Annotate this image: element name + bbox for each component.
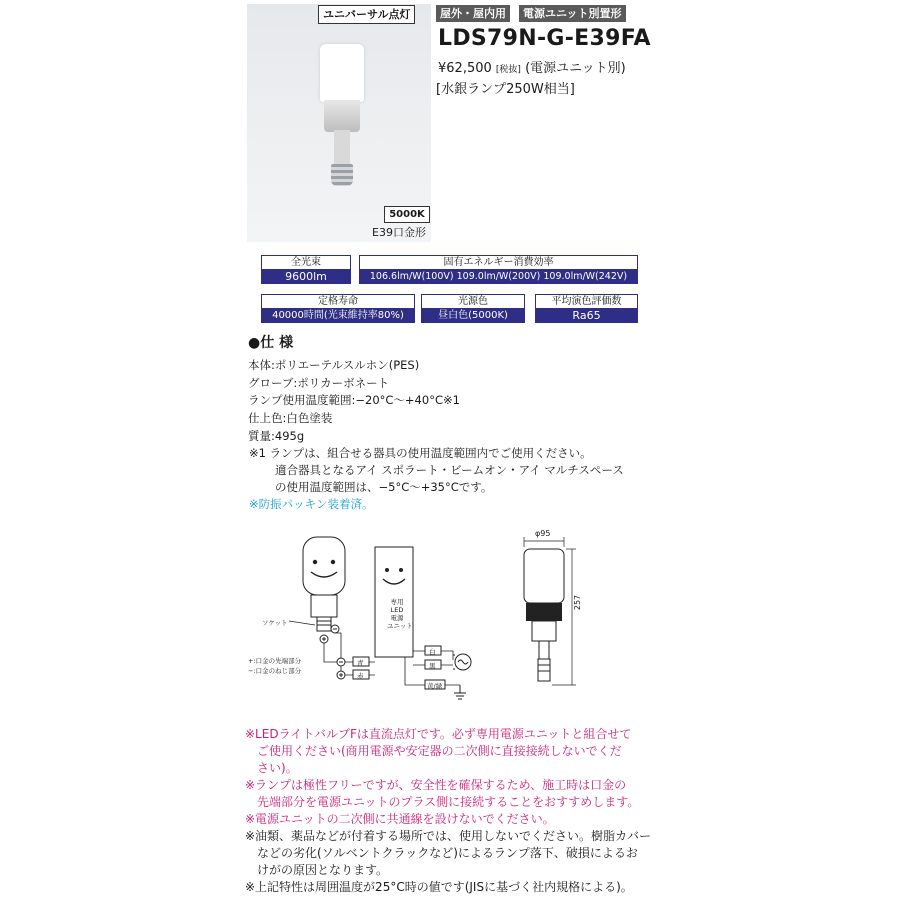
spec-cell-flux bbox=[261, 255, 351, 284]
life-value: 40000時間(光束維持率80%) bbox=[261, 308, 415, 323]
spec-note-line: の使用温度範囲は、−5°C〜+35°Cです。 bbox=[275, 480, 493, 494]
legend-plus: +:口金の先端部分 bbox=[248, 657, 302, 665]
price-note: (電源ユニット別) bbox=[525, 61, 626, 76]
spec-note-blue: ※防振パッキン装着済。 bbox=[249, 497, 374, 511]
efficiency-value: 106.6lm/W(100V) 109.0lm/W(200V) 109.0lm/W(242V) bbox=[359, 269, 638, 284]
footnote-oil-line: けがの原因となります。 bbox=[257, 863, 389, 877]
color-value: 昼白色(5000K) bbox=[421, 308, 525, 323]
tag-outdoor-indoor: 屋外・屋内用 bbox=[436, 5, 510, 22]
footnote-polarity-line: 先端部分を電源ユニットのプラス側に接続することをおすすめします。 bbox=[257, 795, 640, 809]
equivalent-lamp: [水銀ランプ250W相当] bbox=[436, 82, 575, 97]
lamp-globe-image bbox=[320, 44, 364, 102]
footnote-common-line: ※電源ユニットの二次側に共通線を設けないでください。 bbox=[245, 812, 555, 826]
spec-line: 本体:ポリエーテルスルホン(PES) bbox=[248, 358, 420, 372]
price bbox=[438, 57, 626, 76]
flux-value: 9600lm bbox=[261, 269, 351, 284]
unit-label-line: 専用 bbox=[390, 598, 404, 606]
efficiency-label: 固有エネルギー消費効率 bbox=[359, 255, 638, 269]
price-value: ¥62,500 bbox=[438, 61, 492, 76]
wire-blue-label: 青 bbox=[357, 659, 364, 667]
lamp-stem-image bbox=[334, 130, 350, 166]
color-label: 光源色 bbox=[421, 294, 525, 308]
footnote-dc-line: さい)。 bbox=[257, 761, 298, 775]
footnote-dc-line: ご使用ください(商用電源や安定器の二次側に直接接続しないでくだ bbox=[257, 744, 622, 758]
color-temp-badge: 5000K bbox=[384, 206, 430, 223]
footnote-oil-line: ※油類、薬品などが付着する場所では、使用しないでください。樹脂カバー bbox=[245, 829, 652, 843]
spec-cell-cri bbox=[535, 294, 638, 323]
tag-universal: ユニバーサル点灯 bbox=[318, 5, 415, 24]
spec-line: 質量:495g bbox=[248, 429, 305, 443]
spec-line: ランプ使用温度範囲:−20°C〜+40°C※1 bbox=[248, 393, 460, 407]
price-tax: [税抜] bbox=[495, 65, 521, 75]
spec-cell-efficiency bbox=[359, 255, 638, 284]
footnote-polarity-line: ※ランプは極性フリーですが、安全性を確保するため、施工時は口金の bbox=[245, 778, 627, 792]
footnote-oil-line: などの劣化(ソルベントクラックなど)によるランプ落下、破損によるお bbox=[257, 846, 638, 860]
wire-black-label: 黒 bbox=[429, 662, 436, 670]
wire-ground-label: 黄/緑 bbox=[427, 682, 443, 690]
spec-note-line: 適合器具となるアイ スポラート・ビームオン・アイ マルチスペース bbox=[275, 463, 624, 477]
unit-label-line: ユニット bbox=[387, 622, 413, 630]
unit-label-line: 電源 bbox=[390, 614, 404, 622]
spec-line: グローブ:ポリカーボネート bbox=[248, 376, 390, 390]
spec-cell-life bbox=[261, 294, 415, 323]
unit-label-line: LED bbox=[390, 606, 404, 614]
legend-minus: −:口金のねじ部分 bbox=[248, 667, 302, 675]
base-type-label: E39口金形 bbox=[372, 226, 426, 239]
height-label: 257 bbox=[573, 594, 583, 611]
socket-label: ソケット bbox=[262, 619, 288, 627]
diameter-label: φ95 bbox=[535, 529, 551, 538]
wiring-diagram bbox=[245, 525, 495, 705]
footnote-dc-line: ※LEDライトバルブFは直流点灯です。必ず専用電源ユニットと組合せて bbox=[245, 727, 632, 741]
cri-value: Ra65 bbox=[535, 308, 638, 323]
unit-label bbox=[387, 598, 413, 630]
cri-label: 平均演色評価数 bbox=[535, 294, 638, 308]
tag-separate-unit: 電源ユニット別置形 bbox=[519, 5, 626, 22]
spec-line: 仕上色:白色塗装 bbox=[248, 411, 333, 425]
spec-cell-color bbox=[421, 294, 525, 323]
flux-label: 全光束 bbox=[261, 255, 351, 269]
spec-note-line: ※1 ランプは、組合せる器具の使用温度範囲内でご使用ください。 bbox=[249, 446, 592, 460]
lamp-cap-image bbox=[331, 164, 353, 186]
spec-title: ●仕 様 bbox=[248, 335, 294, 351]
life-label: 定格寿命 bbox=[261, 294, 415, 308]
wire-white-label: 白 bbox=[429, 648, 436, 656]
lamp-neck-image bbox=[324, 100, 360, 132]
model-number: LDS79N-G-E39FA bbox=[438, 26, 651, 51]
wire-red-label: 赤 bbox=[357, 672, 364, 680]
footnote-temp-line: ※上記特性は周囲温度が25°C時の値です(JISに基づく社内規格による)。 bbox=[245, 880, 633, 894]
